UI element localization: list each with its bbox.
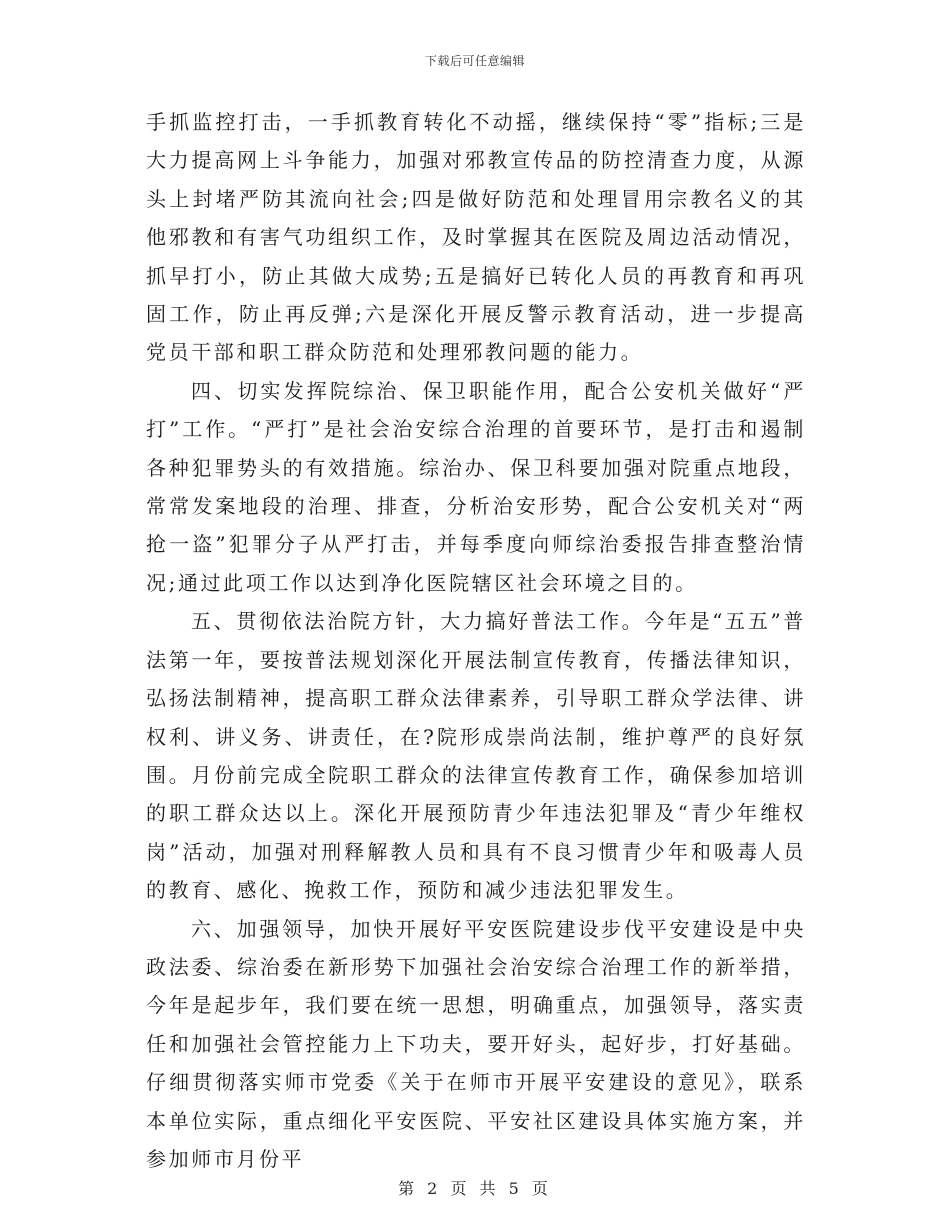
paragraph-section-6: 六、加强领导，加快开展好平安医院建设步伐平安建设是中央政法委、综治委在新形势下加强社会治安综合治理工作的新举措，今年是起步年，我们要在统一思想，明确重点，加强领导，落实责任和加强社会管控能力上下功夫，要开好头，起好步，打好基础。仔细贯彻落实师市党委《关于在师市开展平安建设的意见》，联系本单位实际，重点细化平安医院、平安社区建设具体实施方案，并参加师市月份平 — [146, 916, 806, 1171]
page-number-footer: 第 2 页 共 5 页 — [398, 1179, 552, 1198]
paragraph-section-5: 五、贯彻依法治院方针，大力搞好普法工作。今年是“五五”普法第一年，要按普法规划深化开展法制宣传教育，传播法律知识，弘扬法制精神，提高职工群众法律素养，引导职工群众学法律、讲权利、讲义务、讲责任，在?院形成崇尚法制，维护尊严的良好氛围。月份前完成全院职工群众的法律宣传教育工作，确保参加培训的职工群众达以上。深化开展预防青少年违法犯罪及“青少年维权岗”活动，加强对刑释解教人员和具有不良习惯青少年和吸毒人员的教育、感化、挽救工作，预防和减少违法犯罪发生。 — [146, 609, 806, 903]
paragraph-continuation: 手抓监控打击，一手抓教育转化不动摇，继续保持“零”指标;三是大力提高网上斗争能力，加强对邪教宣传品的防控清查力度，从源头上封堵严防其流向社会;四是做好防范和处理冒用宗教名义的其他邪教和有害气功组织工作，及时掌握其在医院及周边活动情况，抓早打小，防止其做大成势;五是搞好已转化人员的再教育和再巩固工作，防止再反弹;六是深化开展反警示教育活动，进一步提高党员干部和职工群众防范和处理邪教问题的能力。 — [146, 110, 806, 365]
page-header: 下载后可任意编辑 — [424, 54, 525, 68]
paragraph-section-4: 四、切实发挥院综治、保卫职能作用，配合公安机关做好“严打”工作。“严打”是社会治安综合治理的首要环节，是打击和遏制各种犯罪势头的有效措施。综治办、保卫科要加强对院重点地段，常常发案地段的治理、排查，分析治安形势，配合公安机关对“两抢一盗”犯罪分子从严打击，并每季度向师综治委报告排查整治情况;通过此项工作以达到净化医院辖区社会环境之目的。 — [146, 378, 806, 595]
document-body — [146, 103, 806, 1178]
